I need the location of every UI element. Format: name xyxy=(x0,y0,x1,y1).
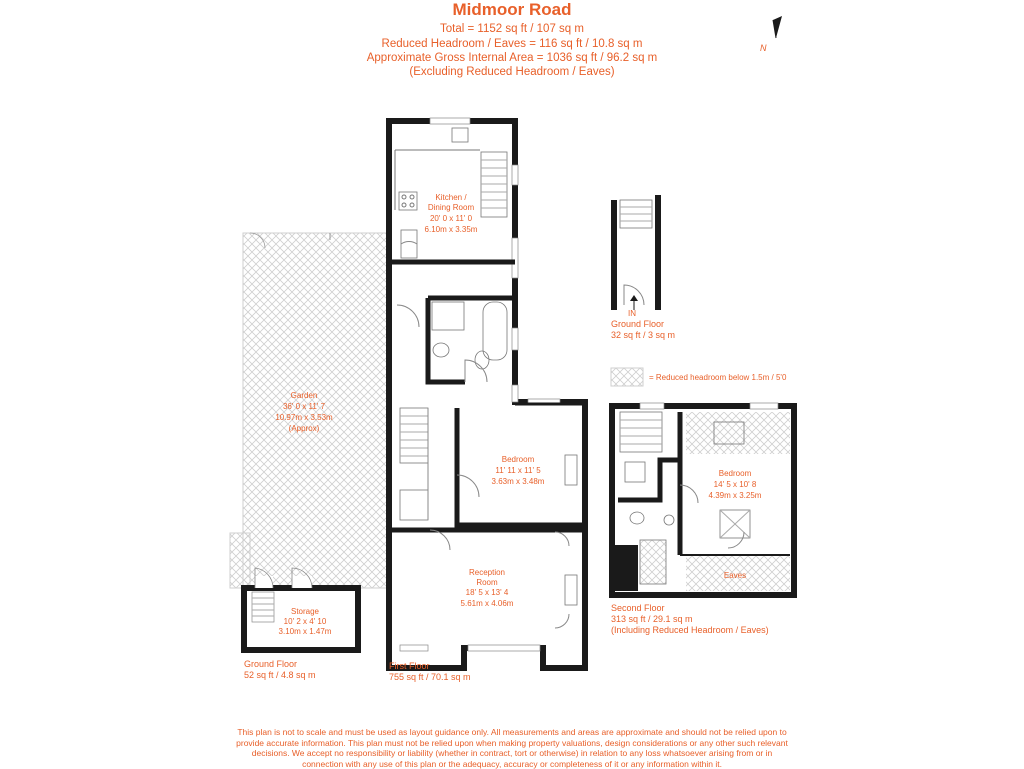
svg-text:20' 0 x 11' 0: 20' 0 x 11' 0 xyxy=(430,214,473,223)
disclaimer-line: provide accurate information. This plan must not be relied upon when making property valuations, design considerations or any other such relevant xyxy=(222,738,802,749)
svg-text:Ground Floor: Ground Floor xyxy=(244,659,297,669)
svg-text:10' 2 x 4' 10: 10' 2 x 4' 10 xyxy=(284,617,327,626)
compass-label: N xyxy=(760,43,767,53)
svg-text:4.39m x 3.25m: 4.39m x 3.25m xyxy=(709,491,762,500)
svg-text:52 sq ft / 4.8 sq m: 52 sq ft / 4.8 sq m xyxy=(244,670,316,680)
svg-text:Bedroom: Bedroom xyxy=(719,469,752,478)
svg-text:Reception: Reception xyxy=(469,568,505,577)
svg-text:Dining Room: Dining Room xyxy=(428,203,475,212)
svg-text:(Approx): (Approx) xyxy=(289,424,320,433)
bedroom-first-label xyxy=(492,455,545,486)
reception-label xyxy=(461,568,514,608)
bedroom-second-label xyxy=(709,469,762,500)
ground-floor-entrance xyxy=(614,195,658,310)
svg-text:755 sq ft / 70.1 sq m: 755 sq ft / 70.1 sq m xyxy=(389,672,471,682)
svg-text:18' 5 x 13' 4: 18' 5 x 13' 4 xyxy=(466,588,509,597)
svg-text:Second Floor: Second Floor xyxy=(611,603,665,613)
ground-floor-left-caption xyxy=(244,659,316,680)
kitchen-label xyxy=(425,193,478,234)
disclaimer-line: connection with any use of this plan or the adequacy, accuracy or completeness of it or any information within it. xyxy=(222,759,802,769)
plan-title: Midmoor Road xyxy=(0,0,1024,20)
svg-text:Storage: Storage xyxy=(291,607,320,616)
svg-text:313 sq ft / 29.1 sq m: 313 sq ft / 29.1 sq m xyxy=(611,614,693,624)
disclaimer-line: decisions. We accept no responsibility or liability (whether in contract, tort or otherwise) in relation to any loss whatsoever arising from or in xyxy=(222,748,802,759)
svg-text:Kitchen /: Kitchen / xyxy=(435,193,467,202)
legend-swatch xyxy=(611,368,643,386)
disclaimer xyxy=(222,727,802,769)
svg-text:Ground Floor: Ground Floor xyxy=(611,319,664,329)
svg-text:First Floor: First Floor xyxy=(389,661,430,671)
svg-text:5.61m x 4.06m: 5.61m x 4.06m xyxy=(461,599,514,608)
svg-text:Room: Room xyxy=(476,578,498,587)
svg-text:(Including Reduced Headroom /: (Including Reduced Headroom / Eaves) xyxy=(611,625,769,635)
second-floor-caption xyxy=(611,603,769,635)
svg-text:14' 5 x 10' 8: 14' 5 x 10' 8 xyxy=(714,480,757,489)
svg-text:11' 11 x 11' 5: 11' 11 x 11' 5 xyxy=(495,466,541,475)
storage-label xyxy=(279,607,332,636)
svg-text:6.10m x 3.35m: 6.10m x 3.35m xyxy=(425,225,478,234)
compass-icon xyxy=(773,16,782,38)
svg-text:3.10m x 1.47m: 3.10m x 1.47m xyxy=(279,627,332,636)
eaves-label: Eaves xyxy=(724,571,746,580)
svg-text:Bedroom: Bedroom xyxy=(502,455,535,464)
excluding-note: (Excluding Reduced Headroom / Eaves) xyxy=(0,66,1024,78)
ground-floor-right-caption xyxy=(611,319,675,340)
second-floor-plan xyxy=(612,403,794,595)
legend-text: = Reduced headroom below 1.5m / 5'0 xyxy=(649,373,787,382)
reduced-headroom-area: Reduced Headroom / Eaves = 116 sq ft / 10.8 sq m xyxy=(0,38,1024,50)
svg-text:Garden: Garden xyxy=(291,391,318,400)
total-area: Total = 1152 sq ft / 107 sq m xyxy=(0,23,1024,35)
disclaimer-line: This plan is not to scale and must be used as layout guidance only. All measurements and areas are approximate and should not be relied upon to xyxy=(222,727,802,738)
gross-internal-area: Approximate Gross Internal Area = 1036 sq ft / 96.2 sq m xyxy=(0,52,1024,64)
entrance-label: IN xyxy=(628,309,636,318)
svg-text:32 sq ft / 3 sq m: 32 sq ft / 3 sq m xyxy=(611,330,675,340)
svg-text:10.97m x 3.53m: 10.97m x 3.53m xyxy=(275,413,333,422)
svg-text:36' 0 x 11' 7: 36' 0 x 11' 7 xyxy=(283,402,326,411)
first-floor-caption xyxy=(389,661,471,682)
svg-text:3.63m x 3.48m: 3.63m x 3.48m xyxy=(492,477,545,486)
